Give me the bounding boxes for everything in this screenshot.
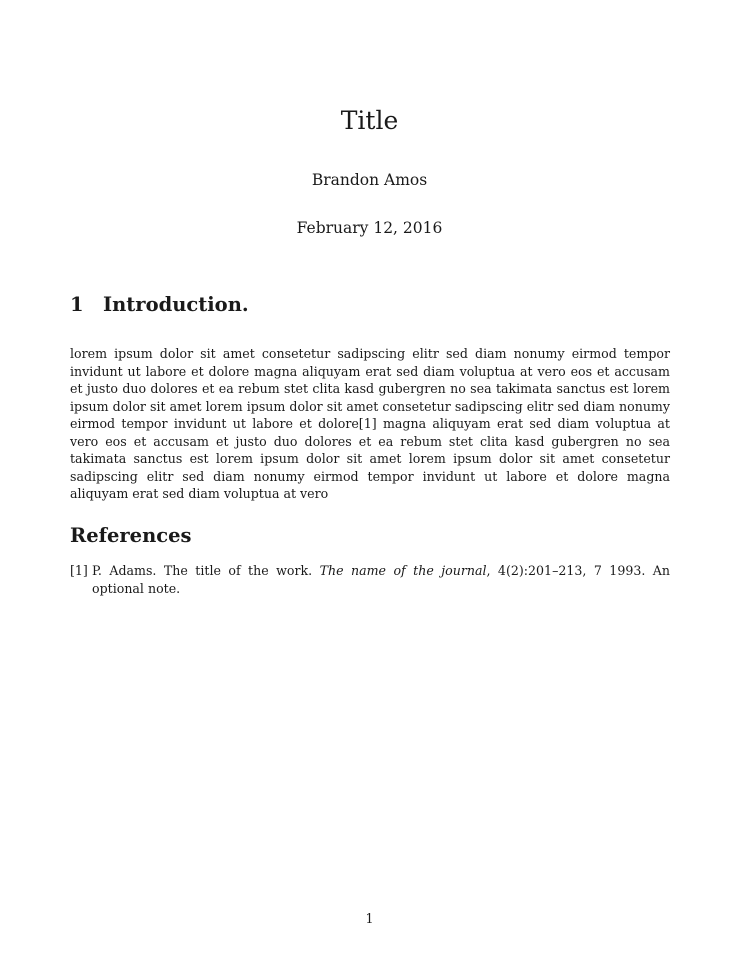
paragraph-text-before-citation: lorem ipsum dolor sit amet consetetur sadipscing elitr sed diam nonumy eirmod tempor invidunt ut labore et dolore magna aliquyam erat sed diam voluptua at vero eos et accusam et justo duo dolores et ea rebum stet clita kasd gubergren no sea takimata sanctus est lorem ipsum dolor sit amet lorem ipsum dolor sit amet consetetur sadipscing elitr sed diam nonumy eirmod tempor invidunt ut labore et dolore	[70, 346, 670, 431]
author-name: Brandon Amos	[311, 171, 428, 189]
paper-date: February 12, 2016	[296, 219, 443, 237]
paper-title: Title	[340, 106, 399, 135]
reference-details: , 4(2):201–213, 7 1993. An optional note.	[92, 563, 671, 596]
body-paragraph	[70, 345, 670, 503]
reference-text	[92, 562, 670, 597]
reference-label: [1]	[70, 563, 88, 578]
section-heading	[70, 292, 249, 318]
section-title: Introduction.	[103, 293, 249, 316]
references-heading: References	[70, 524, 192, 547]
reference-entry	[70, 562, 670, 597]
section-number: 1	[70, 293, 84, 316]
paragraph-text-after-citation: magna aliquyam erat sed diam voluptua at vero eos et accusam et justo duo dolores et ea rebum stet clita kasd gubergren no sea takimata sanctus est lorem ipsum dolor sit amet lorem ipsum dolor sit amet consetetur sadipscing elitr sed diam nonumy eirmod tempor invidunt ut labore et dolore magna aliquyam erat sed diam voluptua at vero	[70, 416, 670, 501]
page-number: 1	[365, 911, 374, 926]
reference-journal: The name of the journal	[319, 563, 487, 578]
reference-authors-title: P. Adams. The title of the work.	[92, 563, 320, 578]
citation-link[interactable]: [1]	[358, 416, 377, 431]
